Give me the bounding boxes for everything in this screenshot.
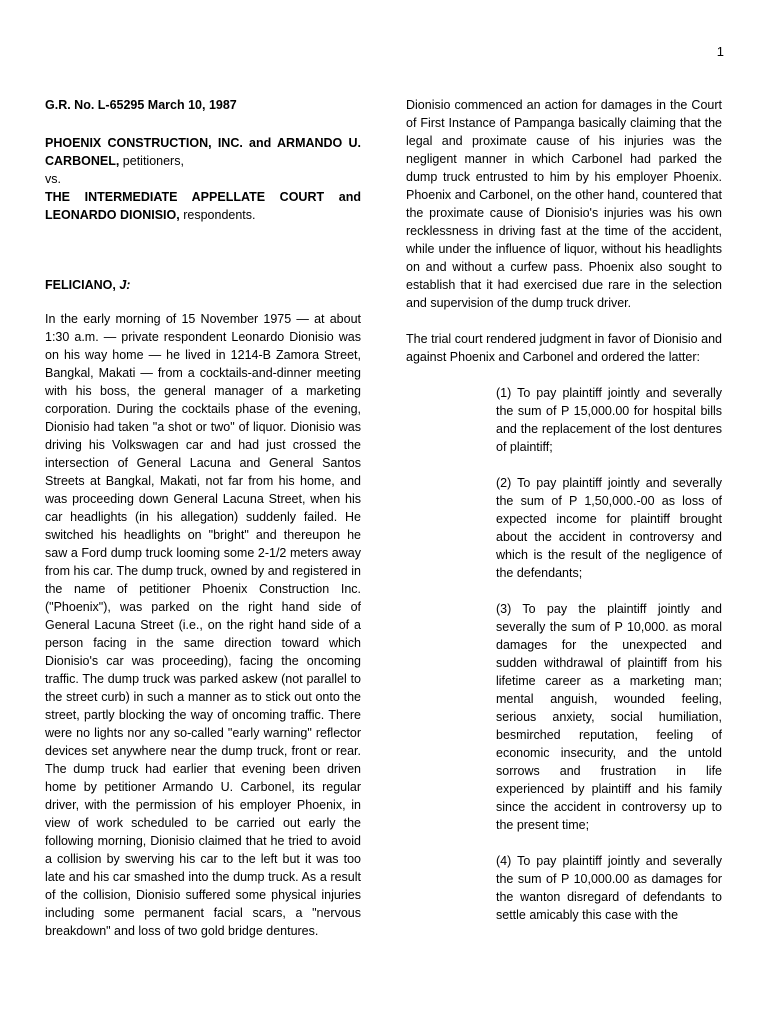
petitioners-names: PHOENIX CONSTRUCTION, INC. and ARMANDO U. CARBONEL, (45, 136, 361, 168)
judgment-paragraph: The trial court rendered judgment in favor of Dionisio and against Phoenix and Carbonel and ordered the latter: (406, 332, 722, 364)
relief-item-4: (4) To pay plaintiff jointly and severally the sum of P 10,000.00 as damages for the wanton disregard of defendants to settle amicably this case with the (496, 854, 722, 922)
petitioners-role: petitioners, (122, 154, 184, 168)
relief-item-2: (2) To pay plaintiff jointly and severally the sum of P 1,50,000.-00 as loss of expected income for plaintiff brought about the accident in controversy and which is the result of the negligence of the defendants; (496, 476, 722, 580)
action-paragraph: Dionisio commenced an action for damages in the Court of First Instance of Pampanga basically claiming that the legal and proximate cause of his injuries was the negligent manner in which Carbonel had parked the dump truck entrusted to him by his employer Phoenix. Phoenix and Carbonel, on the other hand, countered that the proximate cause of Dionisio's injuries was his own recklessness in driving fast at the time of the accident, while under the influence of liquor, without his headlights on and without a curfew pass. Phoenix also sought to establish that it had exercised due rare in the selection and supervision of the dump truck driver. (406, 98, 722, 310)
facts-paragraph: In the early morning of 15 November 1975 — at about 1:30 a.m. — private respondent Leonardo Dionisio was on his way home — he lived in 1214-B Zamora Street, Bangkal, Makati — from a cocktails-and-dinner meeting with his boss, the general manager of a marketing corporation. During the cocktails phase of the evening, Dionisio had taken "a shot or two" of liquor. Dionisio was driving his Volkswagen car and had just crossed the intersection of General Lacuna and General Santos Streets at Bangkal, Makati, not far from his home, and was proceeding down General Lacuna Street, when his car headlights (in his allegation) suddenly failed. He switched his headlights on "bright" and thereupon he saw a Ford dump truck looming some 2-1/2 meters away from his car. The dump truck, owned by and registered in the name of petitioner Phoenix Construction Inc. ("Phoenix"), was parked on the right hand side of General Lacuna Street (i.e., on the right hand side of a person facing in the same direction toward which Dionisio's car was proceeding), facing the oncoming traffic. The dump truck was parked askew (not parallel to the street curb) in such a manner as to stick out onto the street, partly blocking the way of oncoming traffic. There were no lights nor any so-called "early warning" reflector devices set anywhere near the dump truck, front or rear. The dump truck had earlier that evening been driven home by petitioner Armando U. Carbonel, its regular driver, with the permission of his employer Phoenix, in view of work scheduled to be carried out early the following morning, Dionisio claimed that he tried to avoid a collision by swerving his car to the left but it was too late and his car smashed into the dump truck. As a result of the collision, Dionisio suffered some physical injuries including some permanent facial scars, a "nervous breakdown" and loss of two gold bridge dentures. (45, 312, 361, 938)
relief-item-3: (3) To pay the plaintiff jointly and severally the sum of P 10,000. as moral damages for the unexpected and sudden withdrawal of plaintiff from his lifetime career as a marketing man; mental anguish, wounded feeling, serious anxiety, social humiliation, besmirched reputation, feeling of economic insecurity, and the untold sorrows and frustration in life experienced by plaintiff and his family since the accident in controversy up to the present time; (496, 602, 722, 832)
page-number: 1 (716, 44, 724, 59)
ponente (45, 276, 361, 294)
right-column (406, 96, 722, 924)
respondents-role: respondents. (183, 208, 256, 222)
left-column (45, 96, 361, 940)
respondents-names: THE INTERMEDIATE APPELLATE COURT and LEONARDO DIONISIO, (45, 190, 361, 222)
ponente-name: FELICIANO, (45, 278, 116, 292)
ponente-title: J: (119, 278, 131, 292)
petitioners-caption (45, 134, 361, 170)
case-number: G.R. No. L-65295 March 10, 1987 (45, 98, 237, 112)
versus-label: vs. (45, 172, 61, 186)
relief-item-1: (1) To pay plaintiff jointly and severally the sum of P 15,000.00 for hospital bills and the replacement of the lost dentures of plaintiff; (496, 386, 722, 454)
respondents-caption (45, 188, 361, 224)
